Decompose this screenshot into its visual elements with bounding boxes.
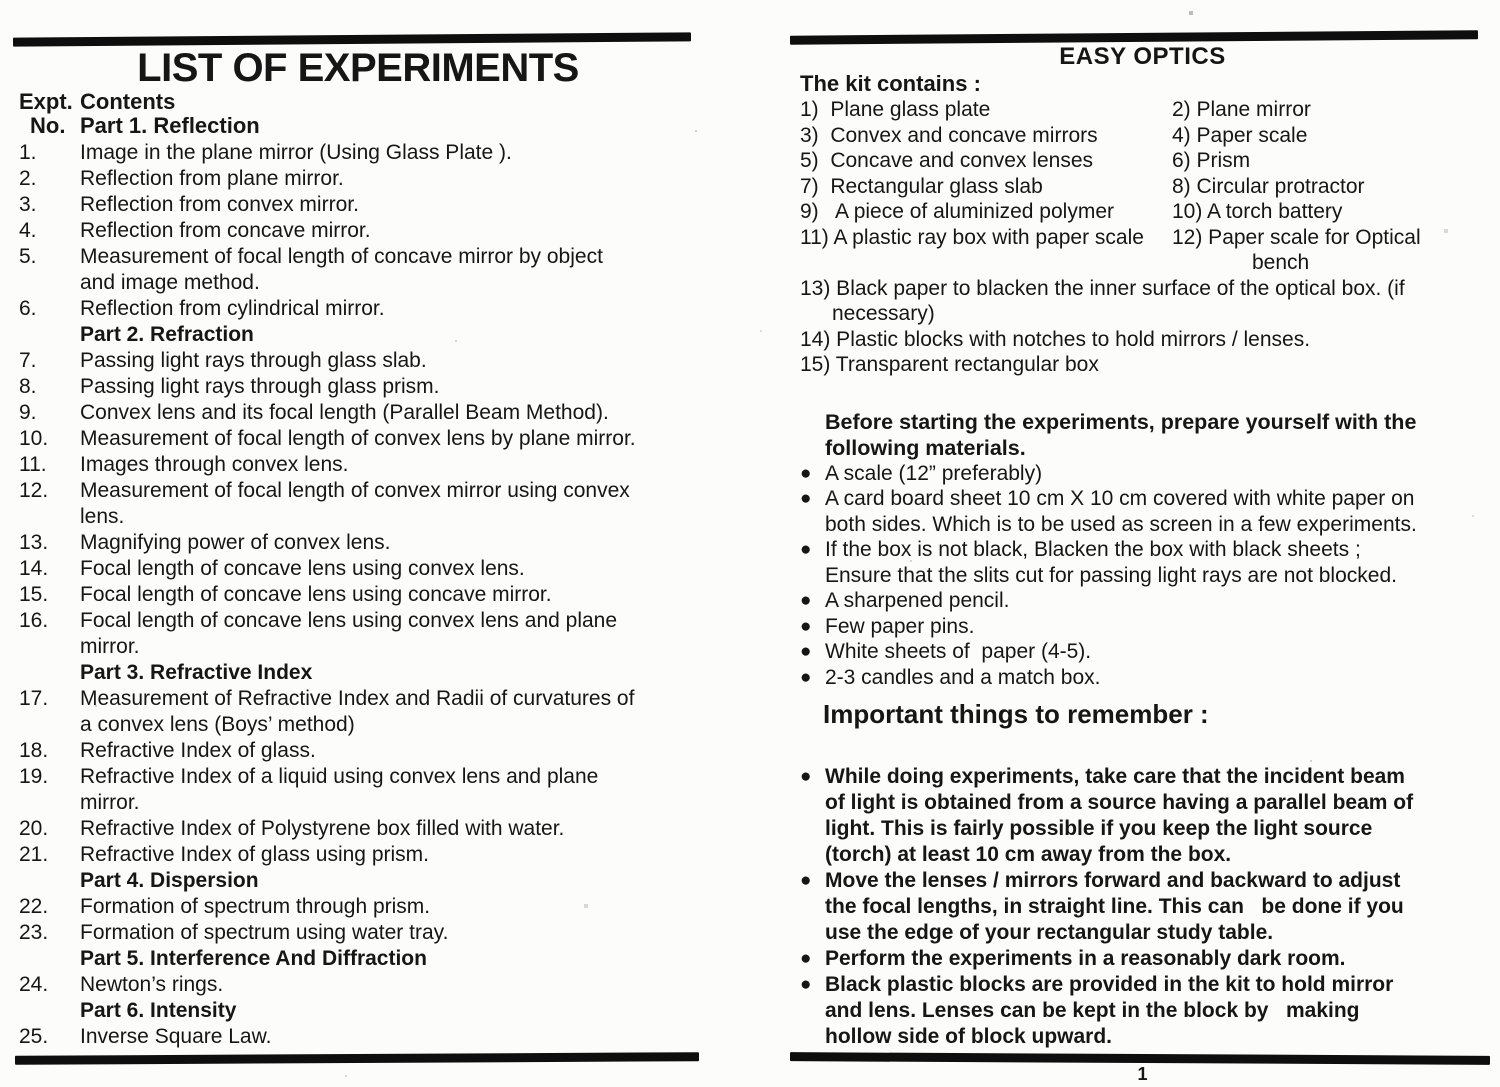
- bullet-dot-icon: ●: [800, 766, 812, 787]
- experiment-text: [80, 764, 703, 816]
- experiment-text: [80, 400, 703, 426]
- text-line: Passing light rays through glass slab.: [80, 349, 427, 372]
- text-line: Refractive Index of glass.: [80, 739, 316, 762]
- text-line: A sharpened pencil.: [825, 589, 1010, 612]
- experiment-text: [80, 738, 703, 764]
- experiments-list: [13, 140, 703, 1050]
- experiment-number: 11.: [19, 453, 47, 476]
- right-page: [790, 0, 1495, 1084]
- kit-item: [1172, 225, 1495, 276]
- text-line: Focal length of concave lens using convex lens and plane: [80, 609, 618, 632]
- experiment-number: 23.: [19, 921, 49, 944]
- bullet-text: [825, 614, 1495, 640]
- left-page: [13, 0, 703, 1050]
- text-line: Formation of spectrum using water tray.: [80, 921, 449, 944]
- experiment-text: [80, 686, 703, 738]
- header-contents-label: Contents: [80, 89, 176, 114]
- text-line: 12) Paper scale for Optical: [1172, 225, 1421, 249]
- bullet-text: [825, 461, 1495, 487]
- kit-item: [800, 352, 1495, 378]
- kit-items-two-column: [800, 97, 1495, 276]
- experiment-text: [80, 244, 703, 296]
- text-line: hollow side of block upward.: [825, 1025, 1113, 1048]
- page-number: 1: [1137, 1064, 1148, 1084]
- bullet-dot-icon: ●: [800, 590, 812, 611]
- experiment-number: 10.: [19, 427, 49, 450]
- text-line: (torch) at least 10 cm away from the box.: [825, 843, 1232, 866]
- experiment-text: [80, 140, 703, 166]
- experiment-text: [80, 608, 703, 660]
- text-line: the focal lengths, in straight line. This can be done if you: [825, 895, 1404, 918]
- experiment-text: [80, 894, 703, 920]
- part-heading: Part 2. Refraction: [80, 323, 254, 346]
- bullet-dot-icon: ●: [800, 974, 812, 995]
- text-line: A card board sheet 10 cm X 10 cm covered with white paper on: [825, 487, 1415, 510]
- kit-contains-heading: The kit contains :: [800, 71, 981, 96]
- bullet-dot-icon: ●: [800, 488, 812, 509]
- text-line: Magnifying power of convex lens.: [80, 531, 391, 554]
- bullet-item: [800, 537, 1495, 588]
- bullet-dot-icon: ●: [800, 615, 812, 637]
- part-heading: Part 5. Interference And Diffraction: [80, 947, 427, 970]
- experiment-number: 6.: [19, 297, 37, 320]
- text-line: Reflection from cylindrical mirror.: [80, 297, 385, 320]
- text-line: Reflection from concave mirror.: [80, 219, 371, 242]
- prepare-heading: [825, 409, 1495, 461]
- text-line: Measurement of focal length of convex lens by plane mirror.: [80, 427, 636, 450]
- text-line: light. This is fairly possible if you keep the light source: [825, 817, 1373, 840]
- kit-items-full-width: [800, 276, 1495, 378]
- kit-row: [800, 174, 1495, 200]
- experiment-number: 4.: [19, 219, 37, 242]
- part-heading: Part 6. Intensity: [80, 999, 237, 1022]
- kit-item: 7) Rectangular glass slab: [800, 174, 1043, 198]
- header-expt-label: Expt.: [19, 89, 73, 114]
- text-line: and image method.: [80, 271, 260, 294]
- kit-row: [800, 148, 1495, 174]
- experiment-number: 21.: [19, 843, 49, 866]
- experiment-text: [80, 166, 703, 192]
- experiment-number: 8.: [19, 375, 37, 398]
- text-line: Inverse Square Law.: [80, 1025, 272, 1048]
- text-line: 15) Transparent rectangular box: [800, 353, 1099, 376]
- text-line: 14) Plastic blocks with notches to hold mirrors / lenses.: [800, 327, 1311, 351]
- text-line: bench: [1252, 251, 1310, 274]
- experiment-number: 25.: [19, 1025, 49, 1048]
- bullet-dot-icon: ●: [800, 462, 812, 484]
- text-line: Move the lenses / mirrors forward and backward to adjust: [825, 869, 1401, 892]
- experiment-number: 18.: [19, 739, 49, 762]
- text-line: While doing experiments, take care that the incident beam: [825, 765, 1405, 788]
- kit-item: 1) Plane glass plate: [800, 98, 991, 121]
- text-line: Refractive Index of a liquid using convex lens and plane: [80, 765, 599, 788]
- kit-item: 3) Convex and concave mirrors: [800, 123, 1098, 147]
- kit-item: [800, 327, 1495, 353]
- bullet-dot-icon: ●: [800, 870, 812, 891]
- text-line: Reflection from convex mirror.: [80, 193, 359, 216]
- bullet-text: [825, 764, 1495, 868]
- experiment-number: 13.: [19, 531, 49, 554]
- experiment-text: [80, 556, 703, 582]
- text-line: 10) A torch battery: [1172, 200, 1343, 223]
- important-heading: Important things to remember :: [823, 699, 1209, 729]
- experiment-number: 2.: [19, 167, 37, 190]
- bullet-text: [825, 868, 1495, 946]
- kit-row: [800, 123, 1495, 149]
- experiment-number: 19.: [19, 765, 49, 788]
- text-line: Focal length of concave lens using convex lens.: [80, 557, 525, 580]
- bullet-item: [800, 764, 1495, 868]
- bullet-item: [800, 946, 1495, 972]
- experiment-text: [80, 842, 703, 868]
- prepare-bullet-list: [790, 461, 1495, 691]
- left-page-bottom-rule: [15, 1052, 699, 1065]
- bullet-text: [825, 588, 1495, 614]
- text-line: Passing light rays through glass prism.: [80, 375, 440, 398]
- experiment-text: [80, 374, 703, 400]
- bullet-text: [825, 972, 1495, 1050]
- part-heading: Part 3. Refractive Index: [80, 661, 313, 684]
- experiment-text: [80, 1024, 703, 1050]
- text-line: necessary): [832, 302, 935, 325]
- text-line: Black plastic blocks are provided in the kit to hold mirror: [825, 973, 1394, 996]
- text-line: Before starting the experiments, prepare yourself with the: [825, 409, 1417, 434]
- bullet-dot-icon: ●: [800, 948, 812, 969]
- bullet-item: [800, 868, 1495, 946]
- text-line: lens.: [80, 505, 125, 528]
- kit-item: [1172, 174, 1495, 200]
- kit-item: 9) A piece of aluminized polymer: [800, 200, 1114, 223]
- experiment-number: 17.: [19, 687, 49, 710]
- text-line: 2) Plane mirror: [1172, 98, 1311, 121]
- experiment-text: [80, 426, 703, 452]
- experiment-text: [80, 452, 703, 478]
- text-line: a convex lens (Boys’ method): [80, 713, 355, 736]
- experiment-text: [80, 816, 703, 842]
- right-page-bottom-rule: [790, 1052, 1490, 1065]
- experiment-number: 15.: [19, 583, 49, 606]
- kit-item: 5) Concave and convex lenses: [800, 149, 1094, 172]
- right-page-title: EASY OPTICS: [1059, 43, 1226, 70]
- kit-item: [1172, 123, 1495, 149]
- scan-noise: [0, 0, 2, 2]
- kit-row: [800, 97, 1495, 123]
- text-line: Focal length of concave lens using concave mirror.: [80, 583, 552, 606]
- experiment-number: 5.: [19, 245, 37, 268]
- text-line: Few paper pins.: [825, 614, 975, 638]
- text-line: Images through convex lens.: [80, 453, 349, 476]
- text-line: 8) Circular protractor: [1172, 174, 1365, 198]
- kit-item: [1172, 199, 1495, 225]
- bullet-item: [800, 665, 1495, 691]
- experiment-number: 3.: [19, 193, 37, 216]
- text-line: Refractive Index of glass using prism.: [80, 843, 429, 866]
- experiment-number: [13, 868, 80, 894]
- part-heading: Part 1. Reflection: [80, 113, 260, 138]
- text-line: 4) Paper scale: [1172, 123, 1308, 147]
- experiments-header: [13, 90, 703, 138]
- kit-row: [800, 199, 1495, 225]
- experiment-number: [13, 322, 80, 348]
- text-line: Reflection from plane mirror.: [80, 167, 344, 190]
- experiment-number: [13, 660, 80, 686]
- text-line: Refractive Index of Polystyrene box filled with water.: [80, 817, 565, 840]
- text-line: mirror.: [80, 791, 140, 814]
- experiment-number: [13, 946, 80, 972]
- text-line: both sides. Which is to be used as screen in a few experiments.: [825, 512, 1417, 536]
- kit-item: [1172, 97, 1495, 123]
- experiment-text: [80, 192, 703, 218]
- experiment-text: [80, 530, 703, 556]
- important-bullet-list: [790, 764, 1495, 1050]
- text-line: 13) Black paper to blacken the inner surface of the optical box. (if: [800, 276, 1405, 300]
- text-line: mirror.: [80, 635, 140, 658]
- bullet-item: [800, 486, 1495, 537]
- text-line: Ensure that the slits cut for passing light rays are not blocked.: [825, 563, 1397, 587]
- kit-item: [1172, 148, 1495, 174]
- bullet-item: [800, 614, 1495, 640]
- bullet-dot-icon: ●: [800, 666, 812, 688]
- bullet-item: [800, 588, 1495, 614]
- experiment-number: 9.: [19, 401, 37, 424]
- text-line: use the edge of your rectangular study table.: [825, 921, 1274, 944]
- text-line: Measurement of focal length of convex mirror using convex: [80, 479, 630, 502]
- left-page-top-rule: [13, 32, 691, 46]
- text-line: White sheets of paper (4-5).: [825, 640, 1092, 663]
- text-line: of light is obtained from a source having a parallel beam of: [825, 791, 1414, 814]
- text-line: Measurement of focal length of concave mirror by object: [80, 245, 603, 268]
- text-line: 2-3 candles and a match box.: [825, 665, 1101, 689]
- experiment-text: [80, 218, 703, 244]
- text-line: Newton’s rings.: [80, 973, 224, 996]
- text-line: A scale (12” preferably): [825, 461, 1043, 485]
- bullet-text: [825, 665, 1495, 691]
- bullet-dot-icon: ●: [800, 539, 812, 560]
- text-line: Formation of spectrum through prism.: [80, 895, 431, 918]
- bullet-item: [800, 972, 1495, 1050]
- header-no-label: No.: [30, 113, 66, 138]
- bullet-text: [825, 537, 1495, 588]
- text-line: Convex lens and its focal length (Parallel Beam Method).: [80, 401, 609, 424]
- experiment-number: [13, 998, 80, 1024]
- experiment-text: [80, 972, 703, 998]
- text-line: Perform the experiments in a reasonably dark room.: [825, 947, 1346, 970]
- bullet-item: [800, 639, 1495, 665]
- experiment-number: 16.: [19, 609, 49, 632]
- bullet-dot-icon: ●: [800, 641, 812, 662]
- bullet-item: [800, 461, 1495, 487]
- experiment-number: 22.: [19, 895, 49, 918]
- experiment-number: 12.: [19, 479, 49, 502]
- bullet-text: [825, 486, 1495, 537]
- text-line: and lens. Lenses can be kept in the block by making: [825, 999, 1360, 1022]
- kit-item: 11) A plastic ray box with paper scale: [800, 225, 1144, 249]
- experiment-text: [80, 478, 703, 530]
- experiment-text: [80, 920, 703, 946]
- text-line: 6) Prism: [1172, 149, 1251, 172]
- experiment-text: [80, 582, 703, 608]
- text-line: Image in the plane mirror (Using Glass Plate ).: [80, 141, 512, 164]
- experiment-text: [80, 348, 703, 374]
- experiment-number: 1.: [19, 141, 37, 164]
- kit-row: [800, 225, 1495, 276]
- experiment-text: [80, 296, 703, 322]
- text-line: Measurement of Refractive Index and Radii of curvatures of: [80, 687, 635, 710]
- bullet-text: [825, 639, 1495, 665]
- experiment-number: 24.: [19, 973, 49, 996]
- kit-item: [800, 276, 1495, 327]
- left-page-title: LIST OF EXPERIMENTS: [137, 46, 579, 90]
- experiment-number: 14.: [19, 557, 49, 580]
- experiment-number: 7.: [19, 349, 37, 372]
- part-heading: Part 4. Dispersion: [80, 869, 259, 892]
- text-line: following materials.: [825, 435, 1026, 460]
- bullet-text: [825, 946, 1495, 972]
- text-line: If the box is not black, Blacken the box with black sheets ;: [825, 538, 1361, 561]
- experiment-number: 20.: [19, 817, 49, 840]
